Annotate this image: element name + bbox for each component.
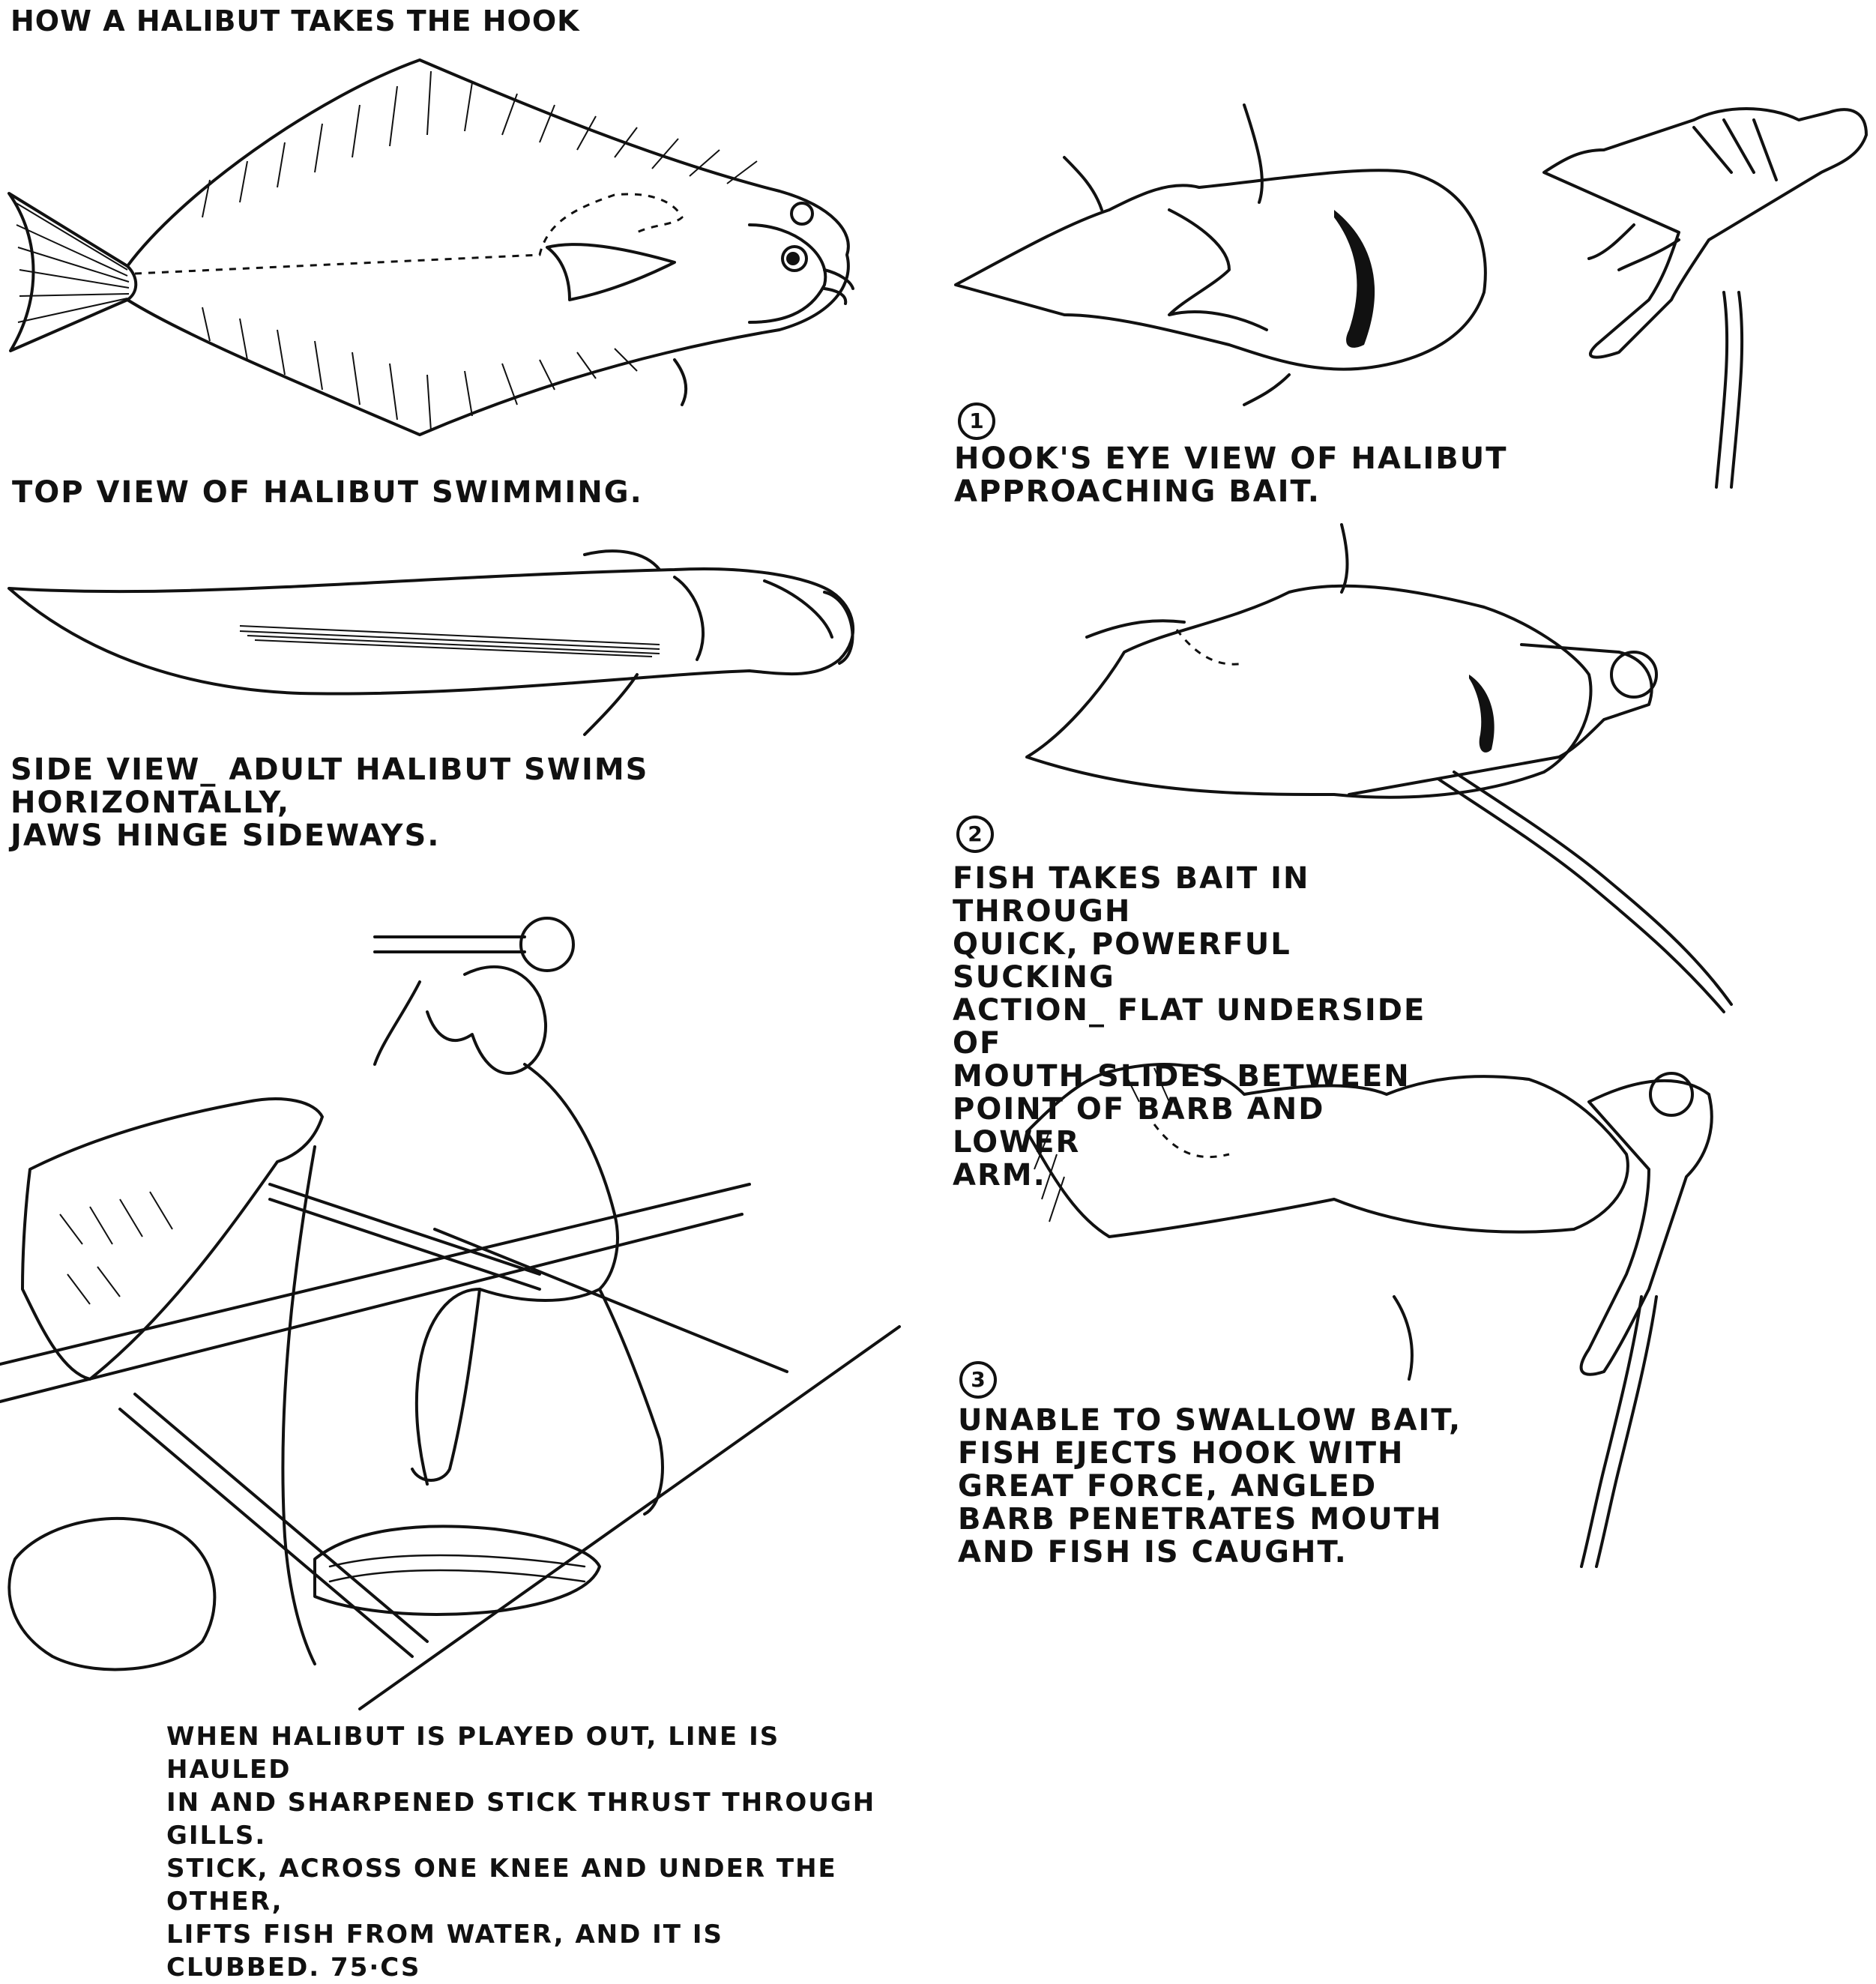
caption-step-2: FISH TAKES BAIT IN THROUGH QUICK, POWERFUL SUCKING ACTION_ FLAT UNDERSIDE OF MOUTH SLIDES BETWEEN POINT OF BARB AND LOWER ARM. [953, 861, 1426, 1192]
caption-bottom-scene: WHEN HALIBUT IS PLAYED OUT, LINE IS HAULED IN AND SHARPENED STICK THRUST THROUGH GILLS. STICK, ACROSS ONE KNEE AND UNDER THE OTHER, LIFTS FISH FROM WATER, AND IT IS CLUBBED. 75·CS [166, 1722, 876, 1983]
halibut-side-view-drawing [9, 551, 853, 735]
caption-side-view: SIDE VIEW_ ADULT HALIBUT SWIMS HORIZONTALLY, JAWS HINGE SIDEWAYS. [10, 753, 649, 853]
halibut-top-view-drawing [9, 60, 853, 435]
step-number-3: 3 [959, 1361, 997, 1399]
step-number-2: 2 [956, 815, 994, 853]
step-1-drawing [956, 105, 1866, 487]
step-number-1: 1 [958, 402, 995, 440]
page-title: HOW A HALIBUT TAKES THE HOOK [10, 4, 580, 37]
fisherman-scene-drawing [0, 918, 899, 1709]
caption-step-1: HOOK'S EYE VIEW OF HALIBUT APPROACHING BAIT. [954, 441, 1508, 509]
caption-step-3: UNABLE TO SWALLOW BAIT, FISH EJECTS HOOK WITH GREAT FORCE, ANGLED BARB PENETRATES MOUTH AND FISH IS CAUGHT. [958, 1403, 1462, 1570]
caption-top-view: TOP VIEW OF HALIBUT SWIMMING. [12, 475, 643, 510]
